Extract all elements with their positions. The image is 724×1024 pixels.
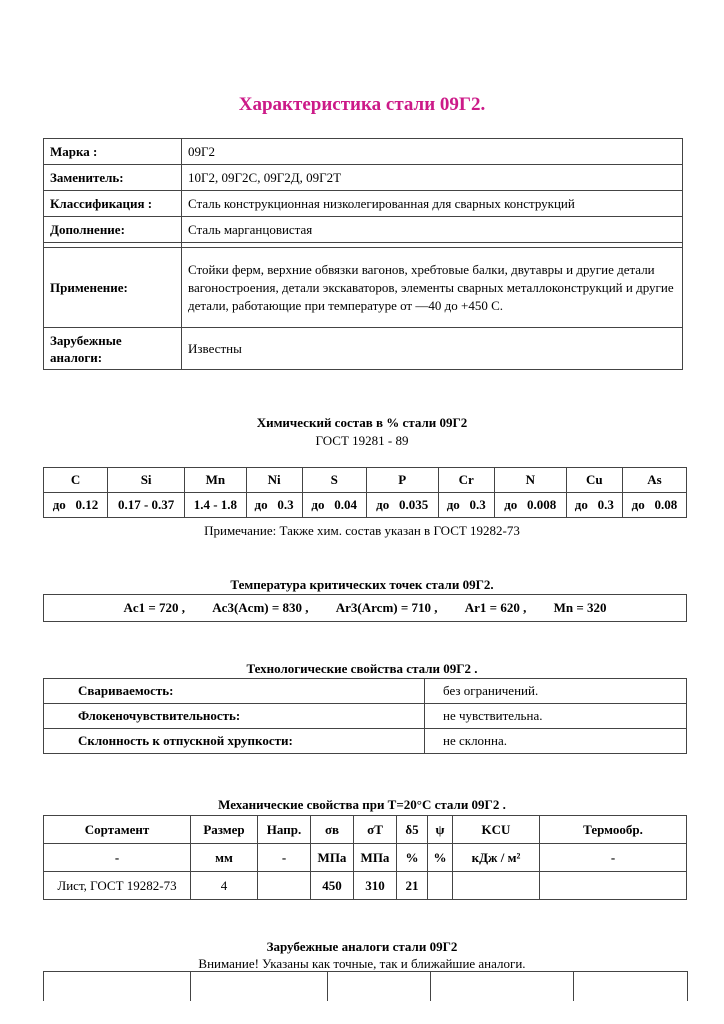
- chem-value: до 0.035: [366, 493, 438, 518]
- table-row: [44, 139, 683, 165]
- row-label: Дополнение:: [44, 217, 182, 243]
- mech-header: Напр.: [258, 816, 311, 844]
- mech-header: Размер: [191, 816, 258, 844]
- row-value: Известны: [182, 328, 683, 370]
- row-label: Марка :: [44, 139, 182, 165]
- chem-value: до 0.3: [566, 493, 622, 518]
- chem-header: S: [302, 468, 366, 493]
- row-value: 10Г2, 09Г2С, 09Г2Д, 09Г2Т: [182, 165, 683, 191]
- mech-cell: 450: [311, 872, 354, 900]
- mech-title: Механические свойства при Т=20°С стали 09Г2 .: [218, 797, 506, 812]
- row-value: Сталь марганцовистая: [182, 217, 683, 243]
- tech-prop: Свариваемость:: [44, 679, 425, 704]
- table-row: [44, 704, 687, 729]
- table-row: [44, 248, 683, 328]
- chem-header: P: [366, 468, 438, 493]
- row-label: Зарубежные аналоги:: [44, 328, 182, 370]
- mech-header: KCU: [453, 816, 540, 844]
- page-title: Характеристика стали 09Г2.: [238, 94, 486, 115]
- mech-cell: 21: [397, 872, 428, 900]
- mech-cell: [428, 872, 453, 900]
- chem-header: As: [622, 468, 686, 493]
- chem-header: Si: [108, 468, 185, 493]
- chem-value-row: [44, 493, 687, 518]
- chem-value: 0.17 - 0.37: [108, 493, 185, 518]
- mech-cell: 4: [191, 872, 258, 900]
- table-row: [44, 217, 683, 243]
- table-row: [44, 679, 687, 704]
- row-value: Сталь конструкционная низколегированная для сварных конструкций: [182, 191, 683, 217]
- chem-value: до 0.3: [438, 493, 494, 518]
- ac1-value: Ac1 = 720 ,: [123, 600, 186, 615]
- mech-table: [43, 815, 687, 900]
- ar3-value: Ar3(Arcm) = 710 ,: [335, 600, 438, 615]
- tech-title: Технологические свойства стали 09Г2 .: [246, 661, 478, 676]
- row-label: Заменитель:: [44, 165, 182, 191]
- chem-header: Cu: [566, 468, 622, 493]
- chem-value: до 0.04: [302, 493, 366, 518]
- chem-header: C: [44, 468, 108, 493]
- chem-table: [43, 467, 687, 518]
- chem-value: до 0.12: [44, 493, 108, 518]
- mech-header-row: [44, 816, 687, 844]
- mn-value: Mn = 320: [553, 600, 607, 615]
- mech-cell: [258, 872, 311, 900]
- chem-header: Cr: [438, 468, 494, 493]
- table-row: [44, 165, 683, 191]
- tech-prop: Склонность к отпускной хрупкости:: [44, 729, 425, 754]
- mech-unit: %: [397, 844, 428, 872]
- mech-unit: -: [540, 844, 687, 872]
- mech-cell: 310: [354, 872, 397, 900]
- critical-values: [44, 595, 687, 622]
- chem-header: N: [494, 468, 566, 493]
- row-label: Классификация :: [44, 191, 182, 217]
- mech-unit: кДж / м²: [453, 844, 540, 872]
- foreign-table-top: [43, 971, 687, 1002]
- chem-header: Mn: [185, 468, 246, 493]
- table-divider: [573, 971, 574, 1001]
- table-row: [44, 595, 687, 622]
- tech-table: [43, 678, 687, 754]
- row-label: Применение:: [44, 248, 182, 328]
- mech-unit: -: [258, 844, 311, 872]
- chem-value: до 0.3: [246, 493, 302, 518]
- table-divider: [327, 971, 328, 1001]
- mech-unit: мм: [191, 844, 258, 872]
- tech-value: без ограничений.: [425, 679, 687, 704]
- chem-standard: ГОСТ 19281 - 89: [315, 433, 409, 448]
- ac3-value: Ac3(Acm) = 830 ,: [212, 600, 309, 615]
- tech-value: не склонна.: [425, 729, 687, 754]
- row-value: 09Г2: [182, 139, 683, 165]
- tech-prop: Флокеночувствительность:: [44, 704, 425, 729]
- chem-header-row: [44, 468, 687, 493]
- chem-value: до 0.08: [622, 493, 686, 518]
- row-value: Стойки ферм, верхние обвязки вагонов, хребтовые балки, двутавры и другие детали вагоностроения, детали экскаваторов, элементы сварных металлоконструкций и другие детали, работающие при температуре от —40 до +450 С.: [182, 248, 683, 328]
- mech-units-row: [44, 844, 687, 872]
- mech-header: σT: [354, 816, 397, 844]
- mech-unit: МПа: [354, 844, 397, 872]
- critical-table: [43, 594, 687, 622]
- mech-unit: МПа: [311, 844, 354, 872]
- mech-cell: [540, 872, 687, 900]
- tech-value: не чувствительна.: [425, 704, 687, 729]
- table-row: [44, 328, 683, 370]
- mech-unit: -: [44, 844, 191, 872]
- mech-cell: [453, 872, 540, 900]
- table-divider: [190, 971, 191, 1001]
- table-divider: [43, 971, 44, 1001]
- chem-value: 1.4 - 1.8: [185, 493, 246, 518]
- table-divider: [430, 971, 431, 1001]
- table-row: [44, 729, 687, 754]
- mech-data-row: [44, 872, 687, 900]
- chem-note: Примечание: Также хим. состав указан в ГОСТ 19282-73: [204, 523, 520, 538]
- table-row: [44, 191, 683, 217]
- mech-header: Сортамент: [44, 816, 191, 844]
- general-info-table: [43, 138, 683, 370]
- mech-header: ψ: [428, 816, 453, 844]
- mech-header: Термообр.: [540, 816, 687, 844]
- chem-value: до 0.008: [494, 493, 566, 518]
- ar1-value: Ar1 = 620 ,: [464, 600, 527, 615]
- chem-title: Химический состав в % стали 09Г2: [256, 415, 468, 430]
- mech-header: δ5: [397, 816, 428, 844]
- foreign-note: Внимание! Указаны как точные, так и ближайшие аналоги.: [198, 956, 526, 971]
- critical-title: Температура критических точек стали 09Г2.: [230, 577, 494, 592]
- mech-header: σв: [311, 816, 354, 844]
- chem-header: Ni: [246, 468, 302, 493]
- table-divider: [687, 971, 688, 1001]
- foreign-title: Зарубежные аналоги стали 09Г2: [266, 939, 458, 954]
- mech-unit: %: [428, 844, 453, 872]
- mech-cell: Лист, ГОСТ 19282-73: [44, 872, 191, 900]
